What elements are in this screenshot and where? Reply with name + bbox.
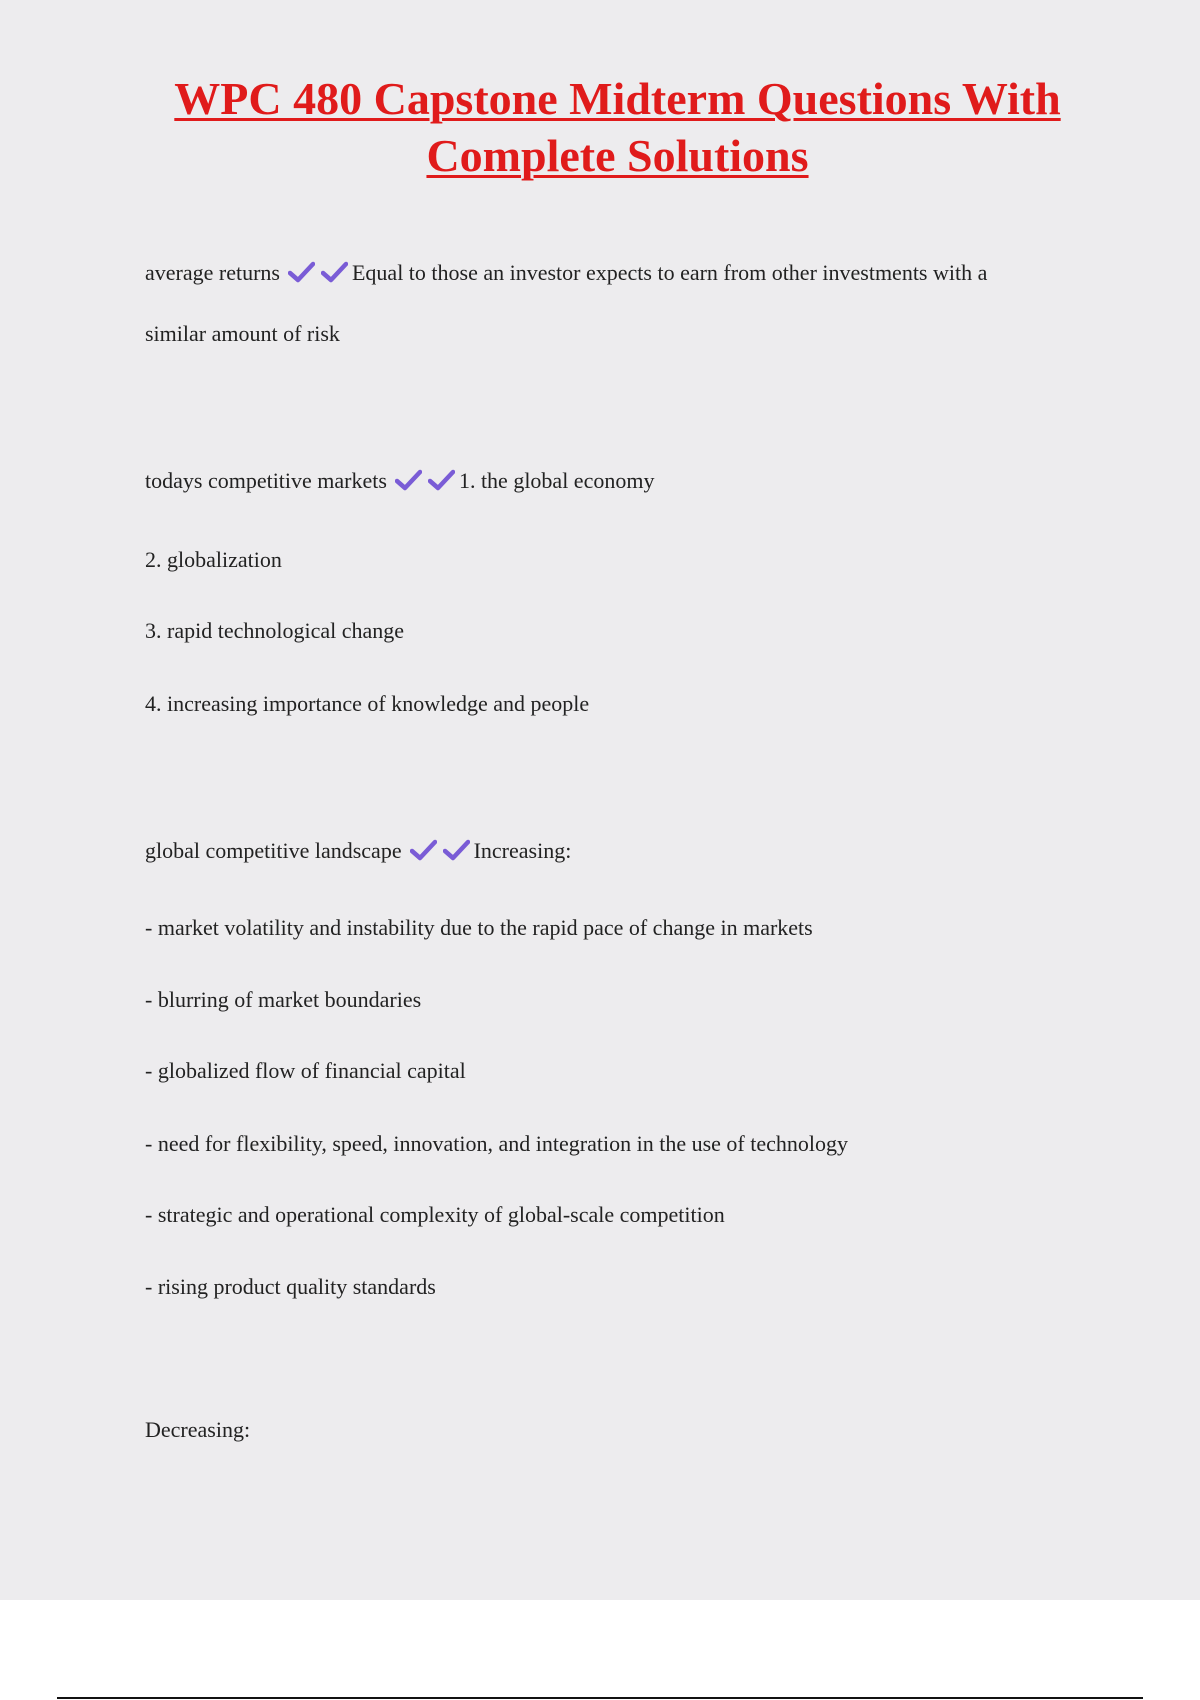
answer-continuation-line: - market volatility and instability due to the rapid pace of change in markets xyxy=(145,915,813,940)
checkmark-icon xyxy=(288,261,315,283)
entry-term: average returns xyxy=(145,260,280,285)
answer-continuation-line: similar amount of risk xyxy=(145,321,340,346)
answer-checkmarks xyxy=(395,469,455,491)
entry-answer: Increasing: xyxy=(473,838,572,863)
answer-continuation-line: 3. rapid technological change xyxy=(145,618,405,643)
qa-entry-todays-competitive-markets xyxy=(145,467,654,495)
title-line-2: Complete Solutions xyxy=(426,130,809,181)
answer-checkmarks xyxy=(288,261,348,283)
answer-continuation-line: - need for flexibility, speed, innovation, and integration in the use of technology xyxy=(145,1131,849,1156)
entry-answer: Equal to those an investor expects to earn from other investments with a xyxy=(351,260,988,285)
title-line-1: WPC 480 Capstone Midterm Questions With xyxy=(174,73,1061,124)
entry-term: todays competitive markets xyxy=(145,468,387,493)
checkmark-icon xyxy=(443,839,470,861)
entry-term: global competitive landscape xyxy=(145,838,402,863)
answer-continuation-line: - blurring of market boundaries xyxy=(145,987,422,1012)
answer-continuation-line: Decreasing: xyxy=(145,1417,251,1442)
checkmark-icon xyxy=(428,469,455,491)
answer-continuation-line: 4. increasing importance of knowledge and people xyxy=(145,691,590,716)
answer-checkmarks xyxy=(410,839,470,861)
entry-answer: 1. the global economy xyxy=(458,468,655,493)
answer-continuation-line: - globalized flow of financial capital xyxy=(145,1058,466,1083)
footer-divider xyxy=(57,1697,1143,1699)
answer-continuation-line: 2. globalization xyxy=(145,547,282,572)
checkmark-icon xyxy=(410,839,437,861)
qa-entry-average-returns xyxy=(145,259,987,287)
document-title xyxy=(100,70,1135,184)
checkmark-icon xyxy=(395,469,422,491)
qa-entry-global-competitive-landscape xyxy=(145,837,571,865)
checkmark-icon xyxy=(321,261,348,283)
answer-continuation-line: - strategic and operational complexity of global-scale competition xyxy=(145,1202,725,1227)
answer-continuation-line: - rising product quality standards xyxy=(145,1274,436,1299)
